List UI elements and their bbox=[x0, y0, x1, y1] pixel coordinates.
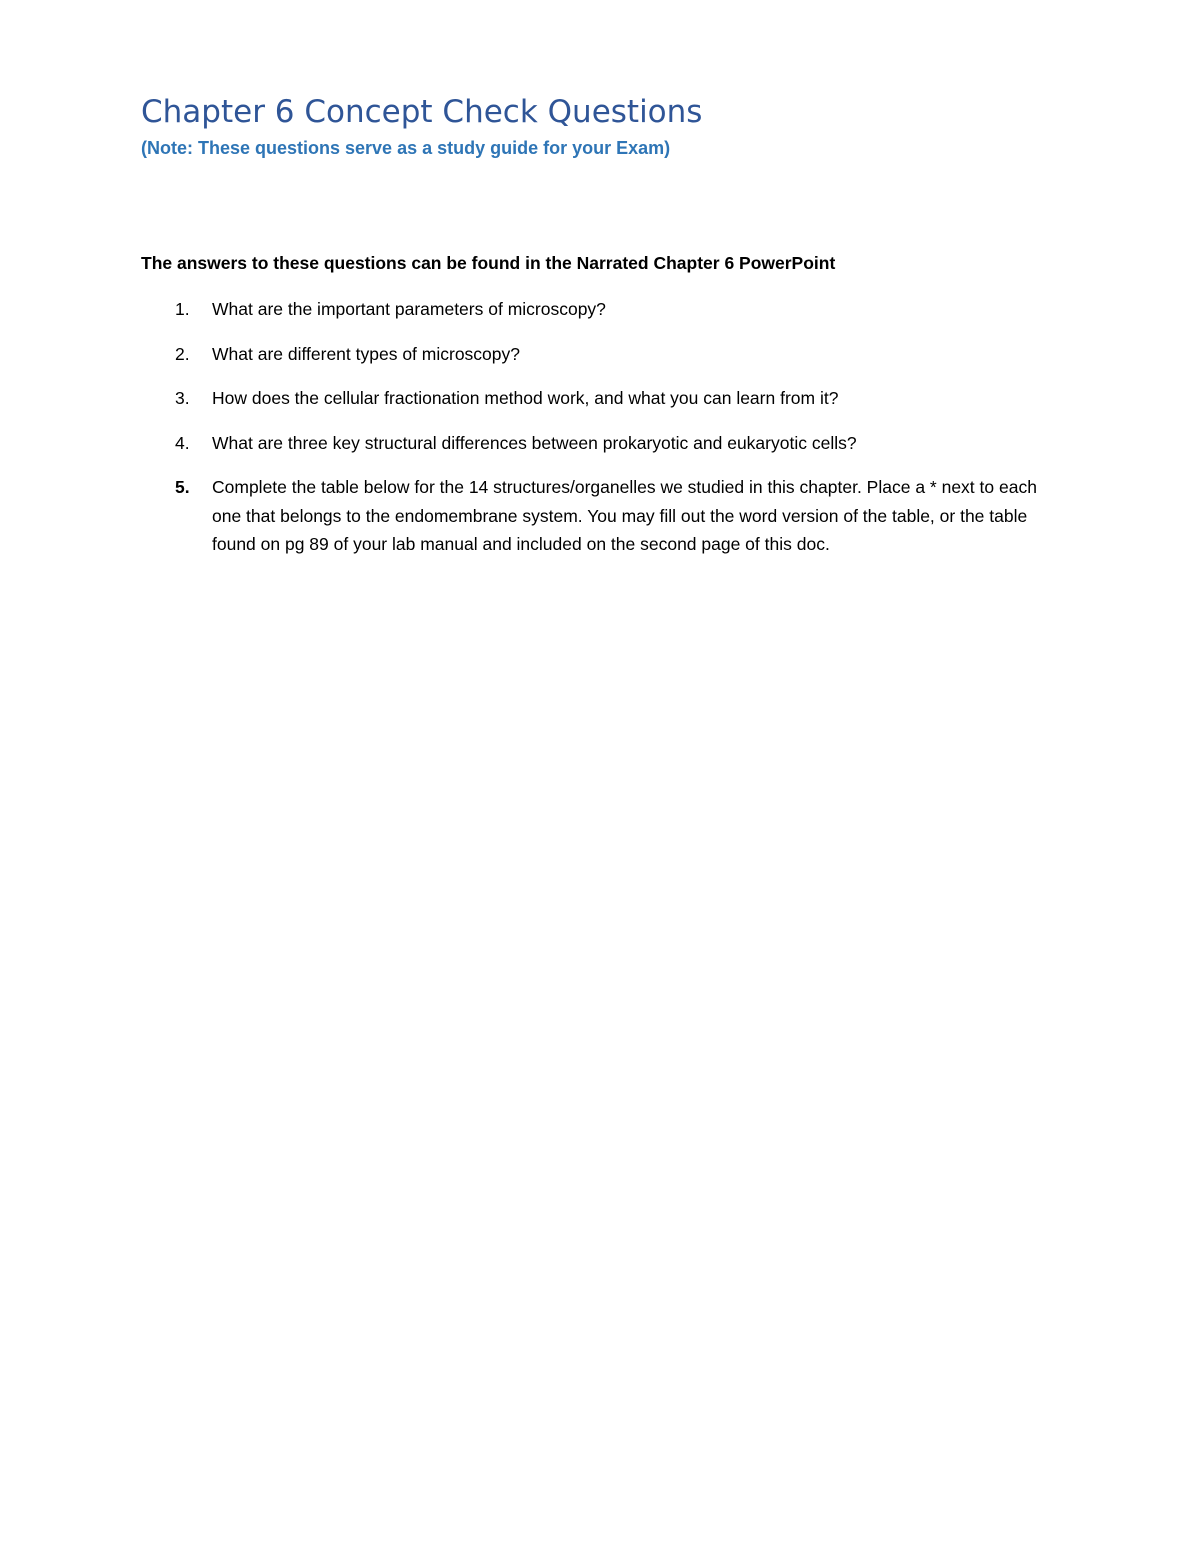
question-text: Complete the table below for the 14 structures/organelles we studied in this chapter. Place a * next to each one that belongs to the endomembrane system. You may fill out the word version of the table, or the table found on pg 89 of your lab manual and included on the second page of this doc. bbox=[212, 477, 1037, 554]
question-text: How does the cellular fractionation method work, and what you can learn from it? bbox=[212, 388, 839, 408]
question-number: 4. bbox=[175, 432, 190, 453]
question-item-4 bbox=[141, 429, 1061, 458]
question-list bbox=[141, 295, 1061, 575]
page-subtitle-note: (Note: These questions serve as a study guide for your Exam) bbox=[141, 138, 671, 158]
question-number: 1. bbox=[175, 299, 190, 319]
intro-text: The answers to these questions can be found in the Narrated Chapter 6 PowerPoint bbox=[141, 253, 836, 273]
question-text: What are three key structural differences between prokaryotic and eukaryotic cells? bbox=[212, 432, 857, 453]
question-text: What are the important parameters of microscopy? bbox=[212, 299, 606, 319]
question-number: 5. bbox=[175, 477, 190, 497]
question-item-2 bbox=[141, 340, 1061, 369]
page-title: Chapter 6 Concept Check Questions bbox=[141, 94, 703, 130]
question-number: 3. bbox=[175, 388, 190, 408]
question-item-5 bbox=[141, 473, 1061, 559]
question-item-1 bbox=[141, 295, 1061, 324]
question-text: What are different types of microscopy? bbox=[212, 343, 521, 364]
question-item-3 bbox=[141, 384, 1061, 413]
question-number: 2. bbox=[175, 343, 190, 364]
